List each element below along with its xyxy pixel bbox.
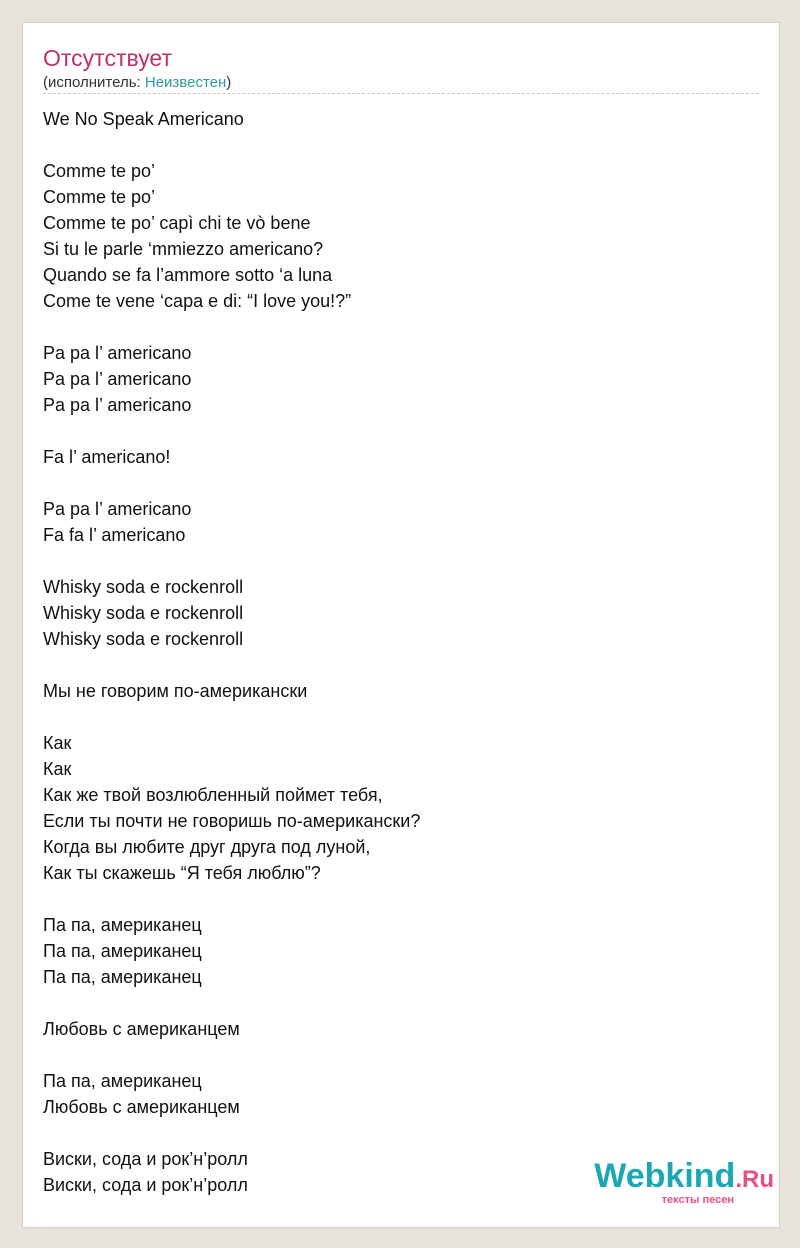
- lyric-line: [43, 1042, 420, 1068]
- lyric-line: Как же твой возлюбленный поймет тебя,: [43, 785, 383, 805]
- lyric-line: Whisky soda e rockenroll: [43, 603, 244, 623]
- lyric-line: Whisky soda e rockenroll: [43, 577, 244, 597]
- lyric-line: Comme te po’: [43, 187, 156, 207]
- lyric-line: [43, 418, 420, 444]
- lyric-line: Как: [43, 759, 72, 779]
- lyric-line: [43, 1120, 420, 1146]
- lyric-line: We No Speak Americano: [43, 109, 244, 129]
- lyric-line: [43, 314, 420, 340]
- lyric-line: Па па, американец: [43, 967, 202, 987]
- artist-link[interactable]: Неизвестен: [144, 74, 227, 91]
- lyric-line: Pa pa l’ americano: [43, 343, 192, 363]
- header-divider: [43, 93, 759, 94]
- artist-prefix: (исполнитель:: [43, 74, 145, 91]
- lyric-line: Виски, сода и рок’н’ролл: [43, 1175, 248, 1195]
- lyric-line: Comme te po’: [43, 161, 156, 181]
- lyric-line: [43, 652, 420, 678]
- artist-suffix: ): [226, 74, 232, 91]
- lyric-line: Мы не говорим по-американски: [43, 681, 308, 701]
- site-logo[interactable]: [594, 1158, 774, 1206]
- lyrics-page: [22, 22, 780, 1228]
- lyric-line: Pa pa l’ americano: [43, 369, 192, 389]
- lyric-line: Па па, американец: [43, 1071, 202, 1091]
- lyric-line: [43, 990, 420, 1016]
- lyric-line: [43, 704, 420, 730]
- lyric-line: Fa l’ americano!: [43, 447, 171, 467]
- lyric-line: Когда вы любите друг друга под луной,: [43, 837, 371, 857]
- brand-tld: .Ru: [735, 1166, 774, 1193]
- lyric-line: Pa pa l’ americano: [43, 499, 192, 519]
- artist-line: [43, 73, 231, 93]
- lyric-line: Па па, американец: [43, 941, 202, 961]
- lyric-line: Fa fa l’ americano: [43, 525, 186, 545]
- lyric-line: Si tu le parle ‘mmiezzo americano?: [43, 239, 324, 259]
- lyric-line: Whisky soda e rockenroll: [43, 629, 244, 649]
- lyric-line: Любовь с американцем: [43, 1097, 240, 1117]
- lyric-line: Если ты почти не говоришь по-американски?: [43, 811, 421, 831]
- brand-name: Webkind: [594, 1157, 736, 1195]
- lyric-line: Как ты скажешь “Я тебя люблю”?: [43, 863, 321, 883]
- lyric-line: Па па, американец: [43, 915, 202, 935]
- lyric-line: Как: [43, 733, 72, 753]
- lyric-line: Quando se fa l’ammore sotto ‘a luna: [43, 265, 333, 285]
- brand-tagline: тексты песен: [661, 1194, 734, 1206]
- lyric-line: [43, 132, 420, 158]
- lyric-line: Любовь с американцем: [43, 1019, 240, 1039]
- song-title: Отсутствует: [43, 45, 172, 71]
- lyric-line: Pa pa l’ americano: [43, 395, 192, 415]
- lyrics-body: [43, 106, 420, 1198]
- lyric-line: Виски, сода и рок’н’ролл: [43, 1149, 248, 1169]
- lyric-line: Come te vene ‘capa e di: “I love you!?”: [43, 291, 352, 311]
- lyric-line: [43, 886, 420, 912]
- lyric-line: [43, 548, 420, 574]
- lyric-line: Comme te po’ capì chi te vò bene: [43, 213, 311, 233]
- lyric-line: [43, 470, 420, 496]
